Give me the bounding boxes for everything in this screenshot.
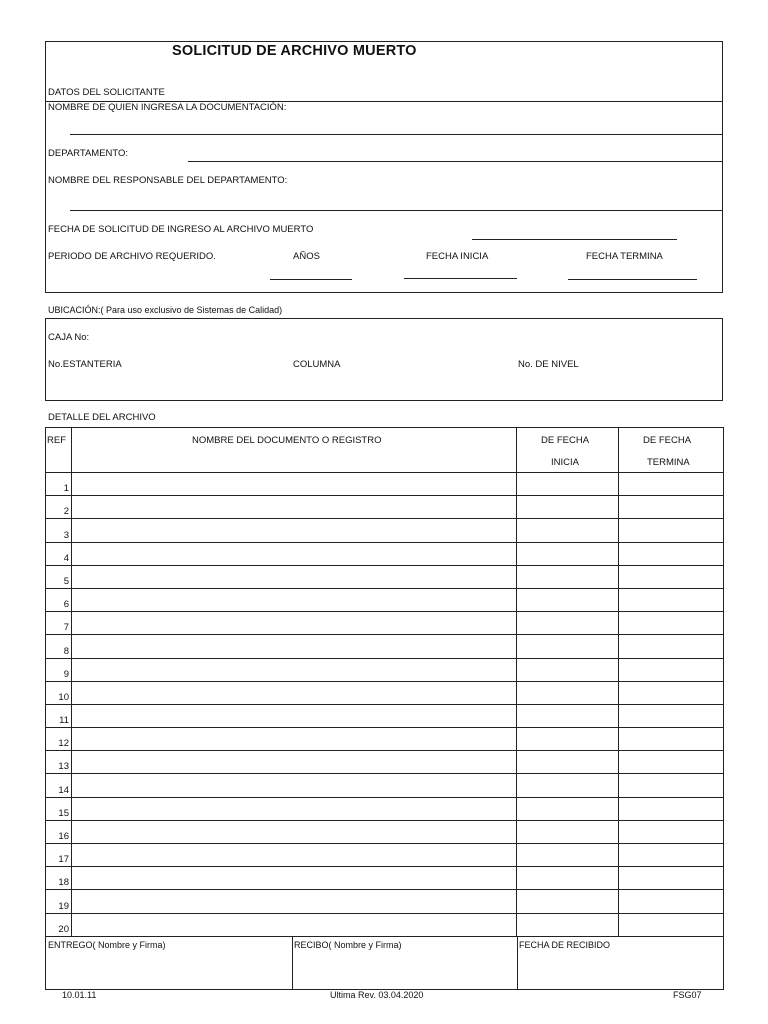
department-field-line[interactable] [188,161,723,162]
end-date-cell[interactable] [619,473,724,496]
ref-cell: 12 [46,728,72,751]
ref-column-header: REF [46,428,72,473]
ref-cell: 3 [46,519,72,542]
ref-cell: 9 [46,658,72,681]
end-date-cell[interactable] [619,588,724,611]
document-name-cell[interactable] [72,913,517,936]
years-field-line[interactable] [270,279,352,280]
start-date-cell[interactable] [517,820,619,843]
end-date-cell[interactable] [619,913,724,936]
end-date-cell[interactable] [619,542,724,565]
table-row [46,565,724,588]
end-date-cell[interactable] [619,681,724,704]
footer-form-code: FSG07 [673,990,702,1000]
table-row [46,704,724,727]
end-date-cell[interactable] [619,565,724,588]
signature-row [46,936,724,989]
start-date-cell[interactable] [517,658,619,681]
document-name-cell[interactable] [72,890,517,913]
start-date-cell[interactable] [517,797,619,820]
table-row [46,844,724,867]
document-name-cell[interactable] [72,496,517,519]
start-date-cell[interactable] [517,681,619,704]
table-row [46,797,724,820]
start-date-cell[interactable] [517,890,619,913]
level-label: No. DE NIVEL [518,359,579,370]
document-name-cell[interactable] [72,704,517,727]
form-title: SOLICITUD DE ARCHIVO MUERTO [172,43,417,59]
start-date-cell[interactable] [517,473,619,496]
table-row [46,774,724,797]
start-date-cell[interactable] [517,565,619,588]
ref-cell: 11 [46,704,72,727]
table-row [46,913,724,936]
end-date-cell[interactable] [619,774,724,797]
box-number-label: CAJA No: [48,332,90,343]
document-name-cell[interactable] [72,588,517,611]
request-date-field-line[interactable] [472,239,677,240]
end-date-cell[interactable] [619,820,724,843]
start-date-cell[interactable] [517,588,619,611]
ref-cell: 18 [46,867,72,890]
document-name-cell[interactable] [72,797,517,820]
document-name-cell[interactable] [72,635,517,658]
detail-header-row [46,428,724,473]
table-row [46,519,724,542]
submitter-field-line[interactable] [70,134,723,135]
ref-cell: 8 [46,635,72,658]
submitter-label: NOMBRE DE QUIEN INGRESA LA DOCUMENTACIÓN: [48,102,287,113]
document-name-cell[interactable] [72,774,517,797]
location-box [45,318,723,401]
ref-cell: 6 [46,588,72,611]
table-row [46,542,724,565]
end-date-cell[interactable] [619,890,724,913]
end-date-cell[interactable] [619,496,724,519]
table-row [46,890,724,913]
ref-cell: 7 [46,612,72,635]
ref-cell: 13 [46,751,72,774]
end-date-cell[interactable] [619,751,724,774]
start-date-cell[interactable] [517,496,619,519]
start-date-column-header: DE FECHA INICIA [517,428,619,473]
start-date-cell[interactable] [517,913,619,936]
table-row [46,658,724,681]
ref-cell: 20 [46,913,72,936]
end-date-cell[interactable] [619,612,724,635]
end-date-column-header: DE FECHA TERMINA [619,428,724,473]
start-date-cell[interactable] [517,844,619,867]
start-date-cell[interactable] [517,867,619,890]
document-name-cell[interactable] [72,728,517,751]
start-date-field-line[interactable] [404,278,517,279]
start-date-cell[interactable] [517,519,619,542]
end-date-label: FECHA TERMINA [586,251,663,262]
ref-cell: 17 [46,844,72,867]
ref-cell: 16 [46,820,72,843]
end-date-cell[interactable] [619,704,724,727]
end-date-cell[interactable] [619,519,724,542]
document-name-column-header: NOMBRE DEL DOCUMENTO O REGISTRO [72,428,517,473]
manager-field-line[interactable] [70,210,723,211]
ref-cell: 4 [46,542,72,565]
request-date-label: FECHA DE SOLICITUD DE INGRESO AL ARCHIVO MUERTO [48,224,314,235]
table-row [46,612,724,635]
table-row [46,820,724,843]
ref-cell: 10 [46,681,72,704]
end-date-cell[interactable] [619,728,724,751]
start-date-cell[interactable] [517,774,619,797]
detail-table [45,427,724,990]
start-date-cell[interactable] [517,728,619,751]
document-name-cell[interactable] [72,612,517,635]
ref-cell: 5 [46,565,72,588]
table-row [46,728,724,751]
document-name-cell[interactable] [72,565,517,588]
start-date-cell[interactable] [517,751,619,774]
table-row [46,496,724,519]
end-date-cell[interactable] [619,658,724,681]
document-name-cell[interactable] [72,473,517,496]
end-date-field-line[interactable] [568,279,697,280]
footer-revision: Ultima Rev. 03.04.2020 [330,990,424,1000]
start-date-cell[interactable] [517,704,619,727]
ref-cell: 2 [46,496,72,519]
start-date-cell[interactable] [517,542,619,565]
end-date-cell[interactable] [619,797,724,820]
table-row [46,635,724,658]
applicant-section-label: DATOS DEL SOLICITANTE [48,87,165,98]
footer-code-left: 10.01.11 [62,990,97,1000]
table-row [46,751,724,774]
manager-label: NOMBRE DEL RESPONSABLE DEL DEPARTAMENTO: [48,175,288,186]
end-date-cell[interactable] [619,867,724,890]
shelf-label: No.ESTANTERIA [48,359,122,370]
document-name-cell[interactable] [72,844,517,867]
ref-cell: 14 [46,774,72,797]
department-label: DEPARTAMENTO: [48,148,129,159]
received-date-label: FECHA DE RECIBIDO [519,939,611,950]
period-label: PERIODO DE ARCHIVO REQUERIDO. [48,251,216,262]
document-name-cell[interactable] [72,658,517,681]
location-heading: UBICACIÓN:( Para uso exclusivo de Sistemas de Calidad) [48,305,283,315]
document-name-cell[interactable] [72,519,517,542]
ref-cell: 15 [46,797,72,820]
delivered-by-label: ENTREGO( Nombre y Firma) [48,939,166,950]
document-name-cell[interactable] [72,681,517,704]
end-date-cell[interactable] [619,635,724,658]
years-label: AÑOS [293,251,320,262]
document-name-cell[interactable] [72,820,517,843]
table-row [46,588,724,611]
table-row [46,681,724,704]
ref-cell: 1 [46,473,72,496]
document-name-cell[interactable] [72,542,517,565]
table-row [46,867,724,890]
start-date-cell[interactable] [517,635,619,658]
ref-cell: 19 [46,890,72,913]
received-by-label: RECIBO( Nombre y Firma) [294,939,402,950]
table-row [46,473,724,496]
column-label: COLUMNA [293,359,341,370]
end-date-cell[interactable] [619,844,724,867]
detail-heading: DETALLE DEL ARCHIVO [48,412,156,423]
document-name-cell[interactable] [72,751,517,774]
document-name-cell[interactable] [72,867,517,890]
start-date-label: FECHA INICIA [426,251,489,262]
start-date-cell[interactable] [517,612,619,635]
